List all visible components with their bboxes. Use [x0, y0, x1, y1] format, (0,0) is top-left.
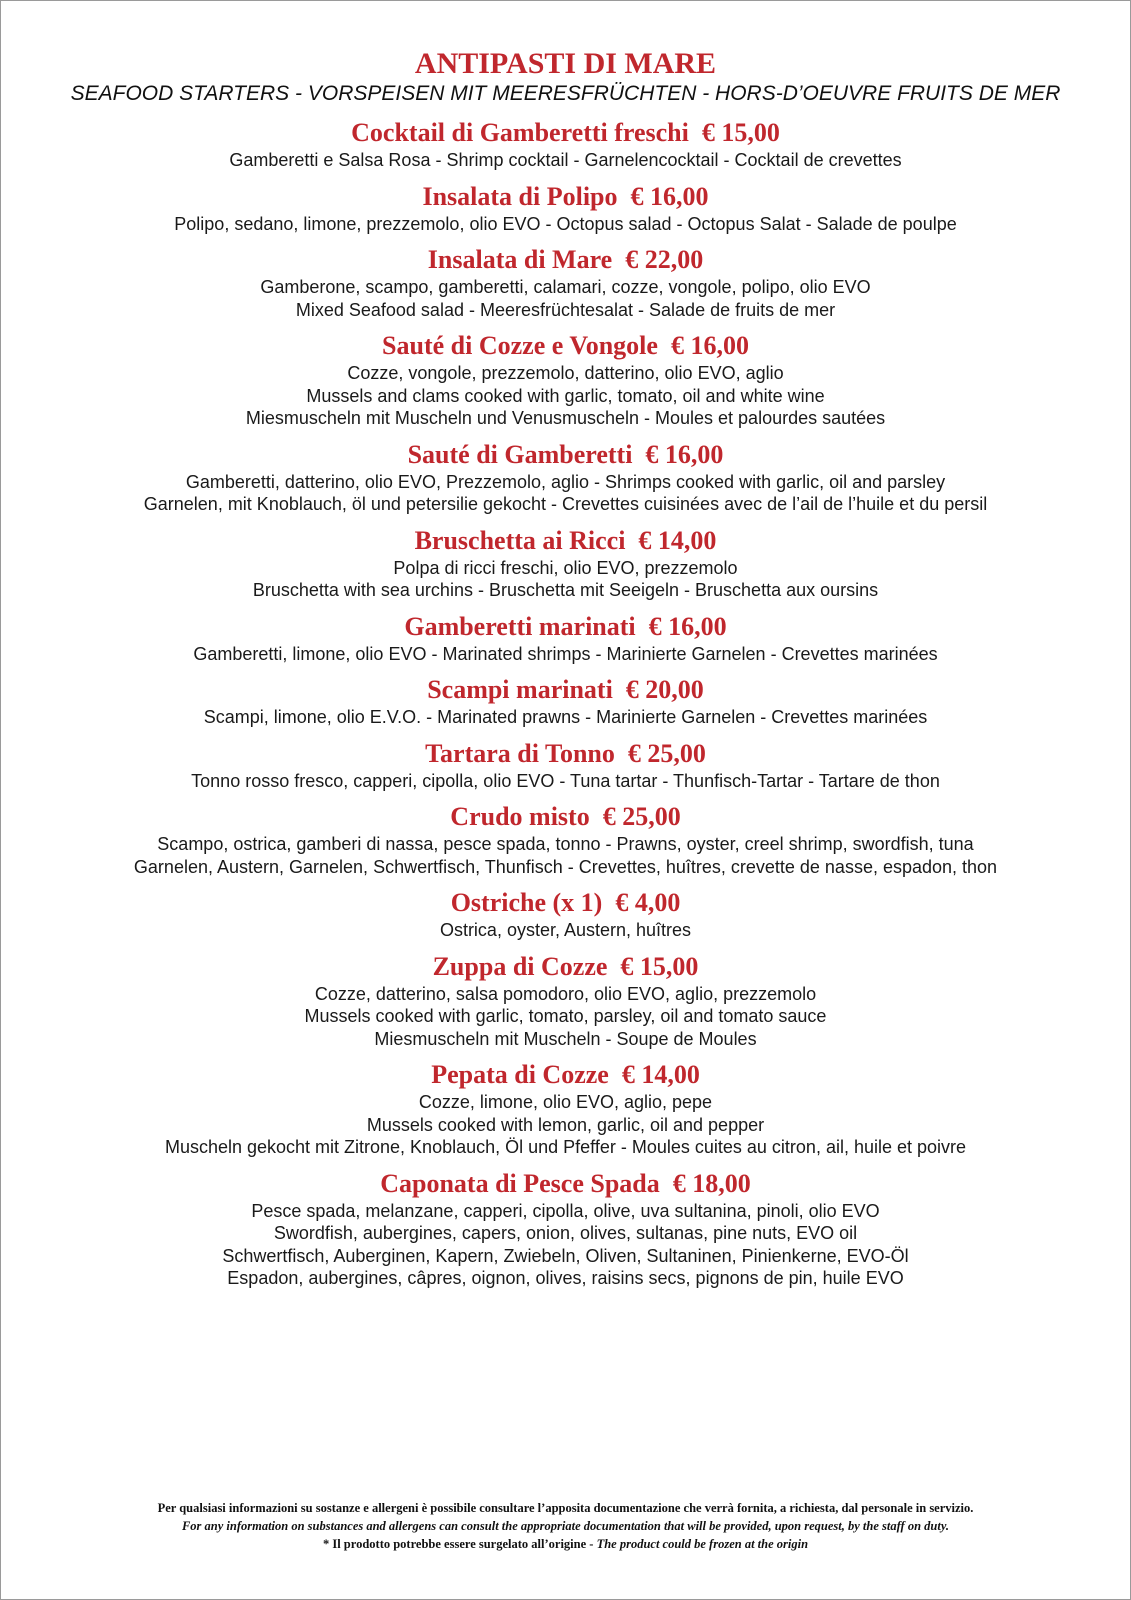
menu-item-title	[1, 1168, 1130, 1200]
menu-item-description: Gamberetti, datterino, olio EVO, Prezzemolo, aglio - Shrimps cooked with garlic, oil and parsley	[185, 471, 946, 492]
menu-item-name: Tartara di Tonno	[425, 738, 615, 768]
menu-item-description: Miesmuscheln mit Muscheln und Venusmuscheln - Moules et palourdes sautées	[245, 408, 886, 428]
menu-item-description: Garnelen, Austern, Garnelen, Schwertfisch, Thunfisch - Crevettes, huîtres, crevette de nasse, espadon, thon	[133, 856, 998, 877]
menu-item-price: € 16,00	[645, 439, 724, 469]
menu-item-name: Bruschetta ai Ricci	[414, 525, 626, 555]
menu-item-description: Cozze, datterino, salsa pomodoro, olio EVO, aglio, prezzemolo	[314, 983, 817, 1004]
menu-item-description: Mixed Seafood salad - Meeresfrüchtesalat - Salade de fruits de mer	[295, 299, 836, 320]
menu-item-description: Gamberetti, limone, olio EVO - Marinated shrimps - Marinierte Garnelen - Crevettes marinées	[193, 643, 938, 664]
menu-item-name: Sauté di Gamberetti	[407, 439, 633, 469]
menu-item	[1, 801, 1130, 878]
menu-item-description: Scampi, limone, olio E.V.O. - Marinated prawns - Marinierte Garnelen - Crevettes marinées	[203, 707, 928, 727]
menu-item	[1, 117, 1130, 172]
menu-item-price: € 16,00	[630, 181, 709, 211]
frozen-notice-italian: * Il prodotto potrebbe essere surgelato all’origine -	[322, 1537, 594, 1551]
menu-item-description: Muscheln gekocht mit Zitrone, Knoblauch, Öl und Pfeffer - Moules cuites au citron, ail, huile et poivre	[164, 1137, 967, 1157]
frozen-notice-english: The product could be frozen at the origin	[596, 1537, 809, 1551]
menu-item-description: Polipo, sedano, limone, prezzemolo, olio EVO - Octopus salad - Octopus Salat - Salade de poulpe	[174, 213, 957, 234]
menu-item-price: € 20,00	[625, 675, 704, 704]
menu-item-description: Schwertfisch, Auberginen, Kapern, Zwiebeln, Oliven, Sultaninen, Pinienkerne, EVO-Öl	[222, 1245, 909, 1266]
menu-item-title	[1, 181, 1130, 213]
menu-item-description: Pesce spada, melanzane, capperi, cipolla, olive, uva sultanina, pinoli, olio EVO	[251, 1200, 880, 1221]
menu-items	[1, 117, 1130, 1290]
menu-item-title	[1, 1059, 1130, 1091]
menu-item	[1, 525, 1130, 602]
menu-item-description: Espadon, aubergines, câpres, oignon, olives, raisins secs, pignons de pin, huile EVO	[227, 1268, 904, 1288]
menu-item-title	[1, 801, 1130, 833]
menu-item-description: Tonno rosso fresco, capperi, cipolla, olio EVO - Tuna tartar - Thunfisch-Tartar - Tartare de thon	[191, 770, 940, 791]
menu-item-title	[1, 887, 1130, 919]
menu-item-price: € 22,00	[625, 245, 704, 274]
menu-item-title	[1, 117, 1130, 149]
menu-item	[1, 330, 1130, 430]
menu-item-description: Swordfish, aubergines, capers, onion, olives, sultanas, pine nuts, EVO oil	[273, 1223, 858, 1243]
menu-item-name: Ostriche (x 1)	[450, 888, 603, 917]
menu-item-name: Scampi marinati	[427, 675, 613, 704]
menu-item-description: Mussels cooked with garlic, tomato, parsley, oil and tomato sauce	[304, 1006, 827, 1026]
menu-subtitle: SEAFOOD STARTERS - VORSPEISEN MIT MEERESFRÜCHTEN - HORS-D’OEUVRE FRUITS DE MER	[70, 82, 1061, 105]
menu-item	[1, 181, 1130, 236]
menu-item-price: € 25,00	[627, 738, 706, 768]
menu-item-title	[1, 330, 1130, 362]
menu-item-price: € 25,00	[602, 802, 681, 831]
menu-item-description: Cozze, limone, olio EVO, aglio, pepe	[418, 1092, 713, 1112]
menu-item-price: € 4,00	[615, 888, 681, 917]
menu-item-name: Pepata di Cozze	[431, 1060, 609, 1089]
menu-item-description: Mussels and clams cooked with garlic, tomato, oil and white wine	[306, 385, 825, 406]
menu-item-description: Ostrica, oyster, Austern, huîtres	[439, 920, 692, 940]
menu-item-price: € 14,00	[621, 1060, 700, 1089]
menu-item-price: € 14,00	[638, 525, 717, 555]
menu-item	[1, 611, 1130, 666]
menu-item-description: Bruschetta with sea urchins - Bruschetta mit Seeigeln - Bruschetta aux oursins	[252, 580, 879, 600]
menu-item-title	[1, 244, 1130, 276]
menu-item-description: Polpa di ricci freschi, olio EVO, prezzemolo	[393, 557, 738, 578]
menu-item-description: Gamberetti e Salsa Rosa - Shrimp cocktail - Garnelencocktail - Cocktail de crevettes	[229, 150, 902, 170]
menu-item-price: € 15,00	[620, 951, 699, 981]
allergen-notice	[1, 1499, 1130, 1553]
menu-item	[1, 439, 1130, 516]
menu-item-title	[1, 951, 1130, 983]
menu-item-name: Crudo misto	[450, 802, 590, 831]
menu-item	[1, 1168, 1130, 1290]
menu-item-title	[1, 738, 1130, 770]
menu-item-description: Miesmuscheln mit Muscheln - Soupe de Moules	[374, 1028, 757, 1049]
menu-item-title	[1, 525, 1130, 557]
menu-item-price: € 18,00	[672, 1168, 751, 1198]
menu-item-name: Insalata di Polipo	[422, 181, 618, 211]
menu-item-name: Gamberetti marinati	[404, 611, 636, 641]
menu-item-price: € 16,00	[670, 331, 749, 360]
menu-title: ANTIPASTI DI MARE	[414, 47, 717, 80]
menu-item-name: Cocktail di Gamberetti freschi	[351, 118, 689, 147]
menu-item-description: Mussels cooked with lemon, garlic, oil and pepper	[366, 1114, 765, 1135]
menu-item	[1, 674, 1130, 729]
menu-item-title	[1, 674, 1130, 706]
menu-item-price: € 15,00	[701, 118, 780, 147]
menu-item	[1, 951, 1130, 1051]
menu-item-title	[1, 611, 1130, 643]
menu-item-name: Insalata di Mare	[427, 245, 613, 274]
menu-item-title	[1, 439, 1130, 471]
allergen-notice-english: For any information on substances and allergens can consult the appropriate documentation that will be provided, upon request, by the staff on duty.	[181, 1519, 950, 1533]
menu-item-price: € 16,00	[648, 611, 727, 641]
menu-item-description: Gamberone, scampo, gamberetti, calamari, cozze, vongole, polipo, olio EVO	[260, 277, 871, 297]
menu-item-description: Scampo, ostrica, gamberi di nassa, pesce spada, tonno - Prawns, oyster, creel shrimp, swordfish, tuna	[157, 834, 974, 854]
menu-item	[1, 738, 1130, 793]
menu-item-description: Garnelen, mit Knoblauch, öl und petersilie gekocht - Crevettes cuisinées avec de l’ail de l’huile et du persil	[143, 494, 988, 514]
frozen-notice	[1, 1535, 1130, 1553]
allergen-notice-italian: Per qualsiasi informazioni su sostanze e allergeni è possibile consultare l’apposita documentazione che verrà fornita, a richiesta, dal personale in servizio.	[157, 1501, 974, 1515]
menu-item-description: Cozze, vongole, prezzemolo, datterino, olio EVO, aglio	[347, 363, 784, 383]
menu-item	[1, 244, 1130, 321]
menu-item	[1, 1059, 1130, 1159]
menu-item-name: Caponata di Pesce Spada	[380, 1168, 660, 1198]
menu-item-name: Zuppa di Cozze	[432, 951, 608, 981]
menu-item	[1, 887, 1130, 942]
menu-item-name: Sauté di Cozze e Vongole	[382, 331, 658, 360]
